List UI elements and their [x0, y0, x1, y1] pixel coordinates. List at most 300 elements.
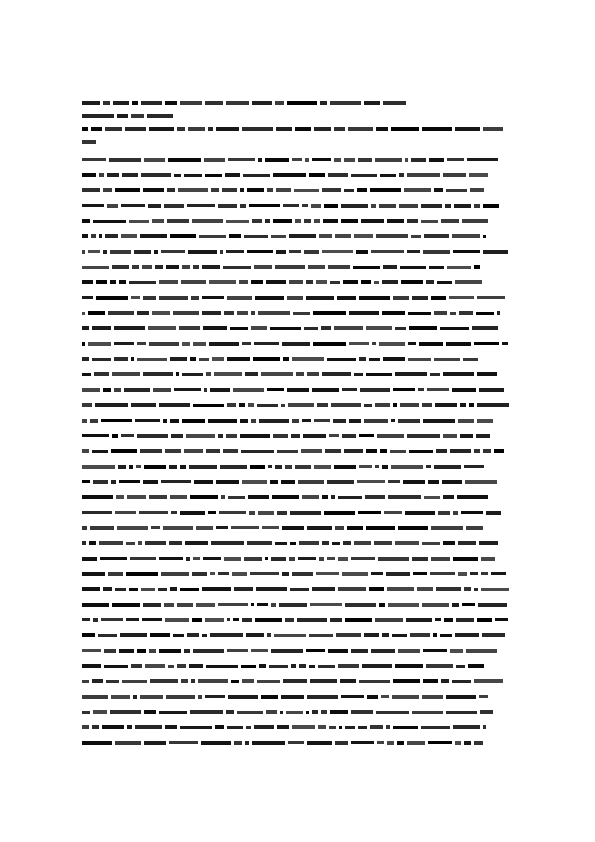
text-word [250, 465, 265, 469]
text-word [168, 158, 201, 162]
text-word [470, 572, 478, 575]
text-word [105, 234, 118, 238]
text-word [464, 587, 471, 591]
text-word [209, 342, 239, 346]
text-word [455, 633, 479, 637]
text-word [359, 680, 390, 683]
text-word [99, 541, 123, 545]
text-word [276, 127, 292, 131]
text-word [395, 327, 406, 330]
text-word [430, 373, 440, 376]
text-word [376, 127, 388, 131]
text-word [173, 634, 184, 637]
text-word [171, 434, 183, 438]
text-word [482, 633, 505, 637]
text-word [168, 665, 174, 668]
text-word [138, 541, 142, 545]
text-word [189, 465, 217, 469]
text-word [222, 188, 237, 192]
text-word [153, 388, 171, 392]
text-word [274, 634, 306, 637]
text-word [328, 649, 348, 653]
text-word [298, 557, 316, 560]
text-word [287, 101, 317, 105]
text-word [237, 711, 263, 714]
text-word [340, 679, 356, 683]
text-word [254, 342, 279, 345]
text-word [202, 296, 224, 299]
text-word [165, 725, 177, 729]
text-word [329, 726, 336, 729]
text-word [419, 342, 443, 346]
text-word [206, 372, 211, 376]
text-word [177, 127, 185, 131]
text-word [349, 342, 369, 345]
text-word [103, 587, 112, 591]
text-word [351, 557, 375, 560]
text-word [357, 188, 367, 192]
text-word [95, 403, 128, 407]
text-word [210, 388, 230, 392]
text-word [335, 741, 348, 745]
text-word [453, 250, 480, 253]
text-word [453, 511, 458, 515]
text-word [184, 449, 203, 453]
text-word [328, 173, 348, 177]
text-word [359, 434, 374, 437]
text-word [358, 158, 372, 162]
text-word [137, 342, 146, 345]
text-word [180, 511, 205, 515]
text-word [359, 465, 372, 468]
text-word [453, 725, 480, 729]
text-line [82, 167, 515, 182]
text-word [269, 665, 288, 668]
text-word [285, 465, 292, 469]
text-word [292, 357, 324, 361]
text-word [351, 174, 377, 177]
text-word [342, 434, 356, 438]
text-word [82, 419, 87, 423]
text-word [268, 465, 272, 468]
text-word [181, 679, 188, 683]
text-word [424, 496, 440, 499]
text-word [240, 434, 270, 438]
text-word [288, 403, 314, 407]
text-word [204, 158, 225, 162]
text-word [407, 434, 440, 438]
text-word [202, 265, 220, 269]
text-word [400, 403, 419, 407]
text-word [167, 188, 175, 192]
text-word [364, 404, 372, 407]
text-word [291, 664, 296, 668]
text-word [497, 311, 500, 315]
text-word [129, 220, 149, 223]
text-word [479, 695, 488, 698]
text-word [398, 419, 420, 423]
text-word [458, 419, 474, 423]
text-word [140, 449, 162, 453]
text-word [249, 204, 280, 207]
text-word [234, 741, 242, 745]
text-word [92, 725, 99, 729]
text-line [82, 628, 515, 643]
text-word [477, 403, 509, 407]
text-word [108, 572, 123, 576]
text-line [82, 413, 515, 428]
text-word [166, 265, 179, 269]
text-word [231, 526, 259, 529]
text-word [311, 204, 321, 208]
text-word [271, 603, 276, 607]
text-word [344, 158, 355, 162]
text-word [381, 695, 389, 698]
text-word [447, 158, 464, 161]
text-line [82, 597, 515, 612]
text-word [140, 234, 167, 238]
text-word [327, 557, 335, 560]
text-word [466, 649, 497, 653]
text-word [219, 511, 246, 514]
text-word [386, 572, 410, 576]
text-word [460, 403, 466, 407]
text-word [333, 419, 346, 423]
text-word [481, 588, 509, 591]
text-word [304, 250, 319, 254]
text-word [271, 557, 286, 561]
text-word [227, 357, 250, 361]
text-word [246, 633, 264, 637]
text-word [111, 449, 137, 453]
text-word [117, 526, 148, 530]
text-word [215, 725, 224, 729]
text-word [180, 101, 202, 105]
text-word [362, 664, 392, 668]
text-word [113, 101, 129, 105]
text-word [241, 450, 274, 453]
text-word [455, 280, 482, 284]
text-word [342, 388, 357, 391]
text-word [324, 204, 338, 208]
text-word [141, 101, 162, 105]
text-word [145, 541, 166, 545]
text-word [450, 312, 456, 315]
text-word [192, 618, 202, 622]
text-word [121, 434, 134, 437]
text-word [267, 388, 284, 391]
text-word [289, 280, 303, 284]
text-word [185, 541, 208, 545]
text-word [426, 465, 431, 468]
text-word [112, 603, 140, 607]
text-word [254, 725, 274, 729]
text-word [118, 465, 126, 469]
text-word [341, 204, 368, 208]
text-word [110, 710, 141, 714]
text-word [478, 603, 507, 607]
text-word [465, 480, 497, 484]
text-word [412, 296, 428, 300]
text-word [376, 711, 409, 714]
text-word [99, 234, 102, 238]
text-word [291, 434, 300, 438]
text-word [387, 219, 404, 223]
text-word [423, 250, 450, 254]
document-body [82, 96, 515, 750]
text-word [223, 449, 238, 453]
text-word [397, 741, 404, 745]
text-word [400, 266, 426, 269]
text-word [82, 188, 100, 192]
text-word [226, 101, 249, 105]
text-word [174, 388, 201, 391]
text-word [89, 541, 96, 545]
text-word [273, 173, 306, 177]
text-word [411, 158, 426, 162]
text-word [251, 326, 267, 330]
text-word [481, 572, 488, 575]
text-word [453, 557, 478, 561]
text-word [406, 618, 432, 622]
text-word [330, 710, 348, 714]
text-word [324, 511, 355, 515]
text-word [293, 312, 310, 315]
text-word [474, 679, 503, 683]
text-word [339, 726, 342, 729]
text-word [129, 281, 156, 284]
text-word [310, 603, 342, 606]
text-word [277, 725, 289, 729]
text-word [472, 326, 498, 330]
text-word [430, 572, 455, 575]
text-word [103, 250, 107, 254]
text-word [371, 204, 376, 208]
text-word [349, 311, 379, 315]
text-word [193, 265, 199, 269]
text-word [82, 511, 112, 514]
text-word [387, 741, 394, 745]
text-word [280, 711, 283, 714]
text-word [275, 265, 305, 269]
text-word [384, 511, 402, 514]
text-word [218, 434, 223, 438]
text-word [388, 480, 400, 483]
text-word [228, 695, 258, 699]
text-word [159, 649, 181, 653]
text-word [321, 326, 331, 330]
text-word [82, 280, 93, 284]
text-word [281, 404, 285, 407]
text-word [391, 465, 423, 469]
text-word [254, 265, 272, 269]
text-word [92, 326, 111, 330]
text-word [82, 741, 112, 745]
text-word [82, 434, 109, 437]
text-word [452, 680, 471, 683]
text-word [314, 127, 331, 131]
text-word [398, 649, 420, 653]
text-word [201, 741, 231, 745]
text-line [82, 229, 515, 244]
text-word [364, 419, 388, 423]
text-word [306, 280, 313, 284]
text-line [82, 643, 515, 658]
text-word [223, 266, 251, 269]
text-line [82, 505, 515, 520]
text-word [290, 588, 309, 591]
text-word [187, 204, 215, 207]
text-word [82, 465, 115, 469]
text-word [329, 434, 339, 437]
text-word [371, 649, 395, 653]
text-word [203, 557, 221, 560]
text-word [345, 603, 376, 607]
text-word [234, 587, 253, 591]
text-word [408, 312, 431, 315]
text-word [443, 495, 454, 499]
text-word [112, 265, 129, 269]
text-word [395, 372, 427, 376]
text-word [237, 311, 248, 315]
text-word [228, 496, 245, 499]
text-word [343, 280, 358, 284]
text-word [312, 710, 318, 714]
text-word [304, 219, 311, 223]
text-line [82, 259, 515, 274]
text-line [82, 704, 515, 719]
text-word [131, 664, 142, 668]
text-word [452, 234, 480, 238]
text-word [386, 725, 390, 729]
text-word [469, 403, 474, 407]
text-word [474, 741, 483, 745]
text-word [299, 664, 306, 668]
text-line [82, 428, 515, 443]
text-word [272, 495, 299, 499]
text-word [265, 219, 270, 223]
text-word [216, 526, 228, 529]
text-word [104, 665, 128, 668]
text-word [127, 725, 132, 729]
text-word [255, 296, 284, 300]
text-word [282, 572, 289, 576]
text-word [159, 557, 183, 560]
text-word [434, 465, 461, 469]
text-word [126, 618, 139, 621]
text-line [82, 582, 515, 597]
text-word [359, 296, 390, 300]
text-word [271, 649, 303, 653]
text-word [288, 741, 304, 744]
text-word [224, 311, 234, 315]
text-word [407, 741, 425, 745]
text-word [171, 511, 177, 514]
text-word [248, 403, 254, 407]
text-word [114, 388, 121, 392]
text-word [143, 480, 158, 484]
text-word [371, 572, 383, 575]
text-word [336, 633, 361, 637]
citation-line-continued [82, 135, 515, 148]
text-word [92, 679, 103, 683]
text-word [259, 419, 289, 423]
text-word [180, 588, 199, 591]
text-word [189, 664, 203, 668]
text-word [193, 557, 200, 560]
text-word [421, 204, 442, 208]
text-word [289, 557, 295, 561]
text-word [137, 311, 149, 315]
text-word [483, 725, 486, 729]
text-word [247, 541, 272, 545]
text-word [335, 234, 351, 238]
text-word [273, 434, 288, 438]
text-word [169, 465, 177, 469]
text-word [206, 665, 238, 668]
text-word [445, 204, 451, 208]
text-word [376, 234, 408, 238]
text-word [245, 372, 258, 376]
text-word [119, 480, 140, 483]
text-word [208, 419, 237, 423]
text-word [325, 449, 341, 453]
text-word [283, 204, 299, 207]
text-word [474, 342, 499, 345]
text-word [244, 557, 262, 561]
text-word [233, 388, 264, 392]
text-word [206, 449, 220, 453]
text-word [443, 541, 455, 545]
text-word [103, 101, 110, 105]
text-word [191, 679, 195, 683]
text-word [179, 326, 200, 330]
text-word [479, 541, 498, 545]
text-word [131, 296, 140, 299]
text-word [446, 711, 477, 714]
text-word [338, 557, 348, 561]
text-word [377, 434, 404, 438]
text-word [327, 358, 356, 361]
text-word [216, 127, 239, 131]
text-word [483, 449, 491, 453]
text-word [242, 679, 254, 683]
text-word [193, 404, 224, 407]
text-line [82, 351, 515, 366]
text-word [135, 419, 160, 422]
text-word [277, 511, 287, 515]
text-word [357, 480, 385, 483]
text-word [82, 158, 106, 161]
text-word [466, 526, 483, 530]
author-line [82, 109, 515, 122]
text-word [360, 388, 390, 392]
text-word [120, 633, 147, 637]
text-word [276, 250, 286, 254]
text-word [154, 250, 158, 254]
text-word [202, 311, 221, 315]
text-word [188, 250, 217, 254]
text-line [82, 321, 515, 336]
text-word [393, 403, 397, 407]
text-word [203, 326, 227, 330]
text-word [177, 603, 193, 607]
text-word [480, 710, 493, 714]
text-word [114, 326, 145, 330]
text-word [102, 725, 124, 729]
text-word [314, 465, 331, 469]
text-word [141, 173, 171, 177]
